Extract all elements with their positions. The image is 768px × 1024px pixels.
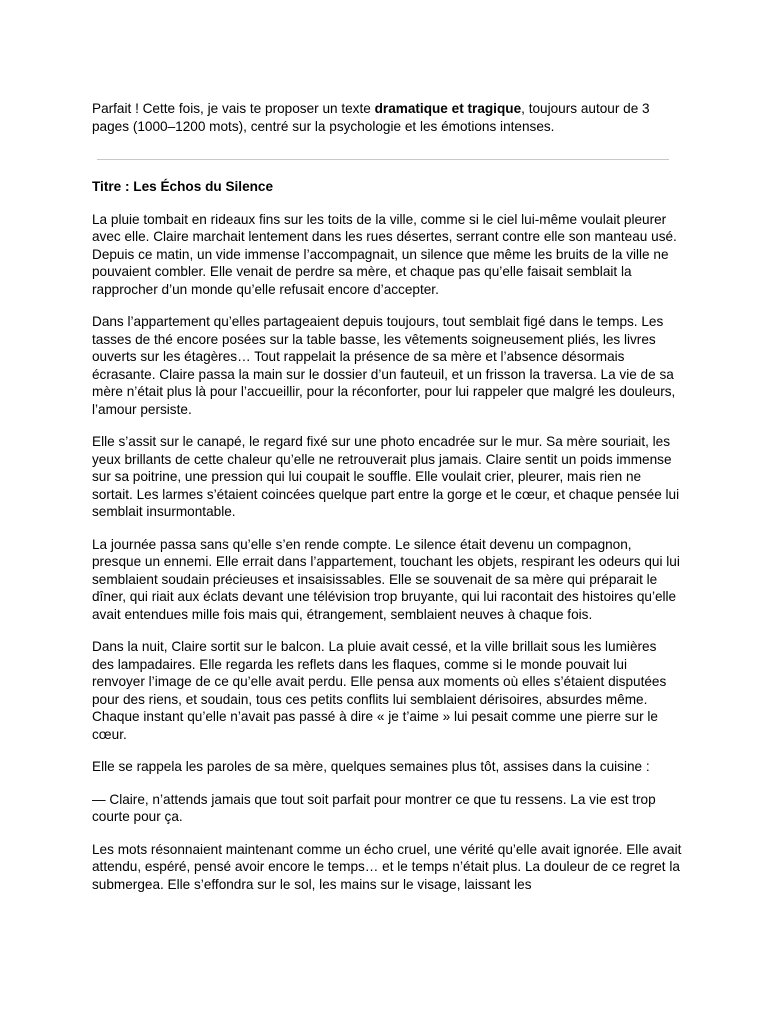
- story-paragraph: La journée passa sans qu’elle s’en rende compte. Le silence était devenu un compagnon, presque un ennemi. Elle errait dans l’appartement, touchant les objets, respirant les odeurs qui lui semblaient soudain précieuses et insaisissables. Elle se souvenait de sa mère qui préparait le dîner, qui riait aux éclats devant une télévision trop bruyante, qui lui racontait des histoires qu’elle avait entendues mille fois mais qui, étrangement, semblaient neuves à chaque fois.: [92, 536, 680, 622]
- horizontal-divider: [97, 159, 669, 160]
- story-paragraph: Les mots résonnaient maintenant comme un écho cruel, une vérité qu’elle avait ignorée. Elle avait attendu, espéré, pensé avoir encore le temps… et le temps n’était plus. La douleur de ce regret la submergea. Elle s’effondra sur le sol, les mains sur le visage, laissant les: [92, 841, 682, 892]
- story-paragraph: La pluie tombait en rideaux fins sur les toits de la ville, comme si le ciel lui-même voulait pleurer avec elle. Claire marchait lentement dans les rues désertes, serrant contre elle son manteau usé. Depuis ce matin, un vide immense l’accompagnait, un silence que même les bruits de la ville ne pouvaient combler. Elle venait de perdre sa mère, et chaque pas qu’elle faisait semblait la rapprocher d’un monde qu’elle refusait encore d’accepter.: [92, 211, 677, 297]
- story-paragraph: Dans la nuit, Claire sortit sur le balcon. La pluie avait cessé, et la ville brillait sous les lumières des lampadaires. Elle regarda les reflets dans les flaques, comme si le monde pouvait lui renvoyer l’image de ce qu’elle avait perdu. Elle pensa aux moments où elles s’étaient disputées pour des riens, et soudain, tous ces petits conflits lui semblaient dérisoires, absurdes même. Chaque instant qu’elle n’avait pas passé à dire « je t’aime » lui pesait comme une pierre sur le cœur.: [92, 639, 667, 742]
- story-paragraph: Elle se rappela les paroles de sa mère, quelques semaines plus tôt, assises dans la cuisine :: [92, 759, 650, 774]
- story-paragraph: Dans l’appartement qu’elles partageaient depuis toujours, tout semblait figé dans le temps. Les tasses de thé encore posées sur la table basse, les vêtements soigneusement pliés, les livres ouverts sur les étagères… Tout rappelait la présence de sa mère et l’absence désormais écrasante. Claire passa la main sur le dossier d’un fauteuil, et un frisson la traversa. La vie de sa mère n’était plus là pour l’accueillir, pour la réconforter, pour lui rappeler que malgré les douleurs, l’amour persiste.: [92, 314, 676, 417]
- dialogue-paragraph: — Claire, n’attends jamais que tout soit parfait pour montrer ce que tu ressens. La vie est trop courte pour ça.: [92, 791, 656, 824]
- document-page: [92, 100, 682, 893]
- intro-text-after: , toujours autour de 3 pages (1000–1200 mots), centré sur la psychologie et les émotions intenses.: [92, 101, 650, 134]
- intro-paragraph: [92, 100, 682, 135]
- intro-text-before: Parfait ! Cette fois, je vais te proposer un texte: [92, 101, 375, 116]
- intro-bold-text: dramatique et tragique: [374, 101, 522, 116]
- story-title: Titre : Les Échos du Silence: [92, 179, 274, 194]
- story-paragraph: Elle s’assit sur le canapé, le regard fixé sur une photo encadrée sur le mur. Sa mère souriait, les yeux brillants de cette chaleur qu’elle ne retrouverait plus jamais. Claire sentit un poids immense sur sa poitrine, une pression qui lui coupait le souffle. Elle voulait crier, pleurer, mais rien ne sortait. Les larmes s’étaient coincées quelque part entre la gorge et le cœur, et chaque pensée lui semblait insurmontable.: [92, 434, 680, 519]
